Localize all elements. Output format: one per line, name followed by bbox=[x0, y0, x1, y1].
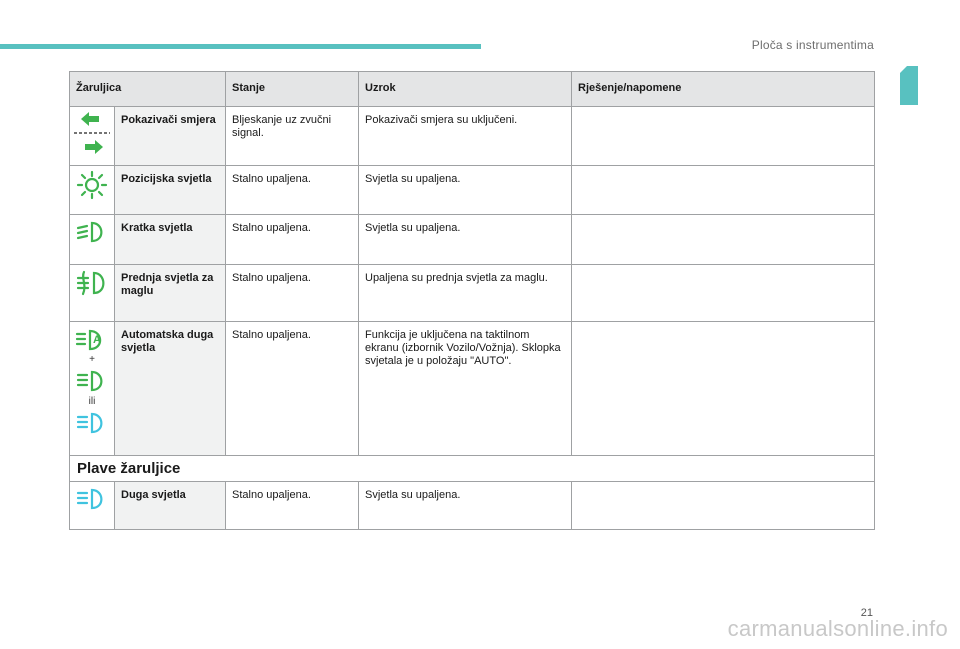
icon-cell bbox=[70, 322, 115, 456]
page-number: 21 bbox=[860, 607, 873, 619]
icon-cell bbox=[70, 265, 115, 322]
lamp-state: Stalno upaljena. bbox=[226, 215, 359, 265]
lamp-cause: Pokazivači smjera su uključeni. bbox=[359, 107, 572, 166]
table-row bbox=[70, 482, 875, 530]
auto-high-beam-icon bbox=[74, 326, 110, 352]
lamp-cause: Upaljena su prednja svjetla za maglu. bbox=[359, 265, 572, 322]
lamp-state: Stalno upaljena. bbox=[226, 265, 359, 322]
subheader-row bbox=[70, 456, 875, 482]
lamp-cause: Svjetla su upaljena. bbox=[359, 166, 572, 215]
table-row bbox=[70, 166, 875, 215]
chapter-marker bbox=[900, 66, 918, 105]
section-title: Ploča s instrumentima bbox=[751, 38, 874, 52]
lamp-notes bbox=[572, 166, 875, 215]
lamp-name: Pozicijska svjetla bbox=[115, 166, 226, 215]
lamp-cause: Funkcija je uključena na taktilnom ekranu (izbornik Vozilo/Vožnja). Sklopka svjetala je u položaju "AUTO". bbox=[359, 322, 572, 456]
lamp-cause: Svjetla su upaljena. bbox=[359, 482, 572, 530]
lamp-notes bbox=[572, 322, 875, 456]
icon-cell bbox=[70, 166, 115, 215]
high-beam-green-icon bbox=[75, 368, 109, 394]
low-beam-icon bbox=[75, 219, 109, 245]
svg-text:A: A bbox=[93, 334, 101, 346]
lamp-notes bbox=[572, 482, 875, 530]
front-fog-lights-icon bbox=[75, 269, 109, 297]
lamp-name: Prednja svjetla za maglu bbox=[115, 265, 226, 322]
lamp-state: Stalno upaljena. bbox=[226, 166, 359, 215]
icon-separator-or: ili bbox=[88, 396, 96, 407]
high-beam-blue-icon bbox=[75, 410, 109, 436]
lamp-state: Bljeskanje uz zvučni signal. bbox=[226, 107, 359, 166]
lamp-notes bbox=[572, 107, 875, 166]
icon-cell bbox=[70, 482, 115, 530]
lamp-notes bbox=[572, 265, 875, 322]
table-header-row bbox=[70, 72, 875, 107]
icon-cell bbox=[70, 215, 115, 265]
col-header-notes: Rješenje/napomene bbox=[572, 72, 875, 107]
high-beam-icon bbox=[75, 486, 109, 512]
position-lights-icon bbox=[75, 170, 109, 200]
col-header-cause: Uzrok bbox=[359, 72, 572, 107]
lamp-name: Automatska duga svjetla bbox=[115, 322, 226, 456]
table-row bbox=[70, 265, 875, 322]
lamp-name: Kratka svjetla bbox=[115, 215, 226, 265]
table-row bbox=[70, 322, 875, 456]
lamp-state: Stalno upaljena. bbox=[226, 322, 359, 456]
lamp-notes bbox=[572, 215, 875, 265]
warning-lights-table bbox=[69, 71, 875, 530]
subheader-blue-lamps: Plave žaruljice bbox=[70, 456, 875, 482]
col-header-lamp: Žaruljica bbox=[70, 72, 226, 107]
lamp-name: Duga svjetla bbox=[115, 482, 226, 530]
top-accent-bar bbox=[0, 44, 481, 49]
turn-signal-arrows-icon bbox=[72, 111, 112, 157]
lamp-state: Stalno upaljena. bbox=[226, 482, 359, 530]
table-row bbox=[70, 107, 875, 166]
icon-separator-plus: + bbox=[89, 354, 95, 365]
lamp-cause: Svjetla su upaljena. bbox=[359, 215, 572, 265]
watermark: carmanualsonline.info bbox=[727, 616, 948, 641]
table-row bbox=[70, 215, 875, 265]
col-header-state: Stanje bbox=[226, 72, 359, 107]
lamp-name: Pokazivači smjera bbox=[115, 107, 226, 166]
icon-cell bbox=[70, 107, 115, 166]
